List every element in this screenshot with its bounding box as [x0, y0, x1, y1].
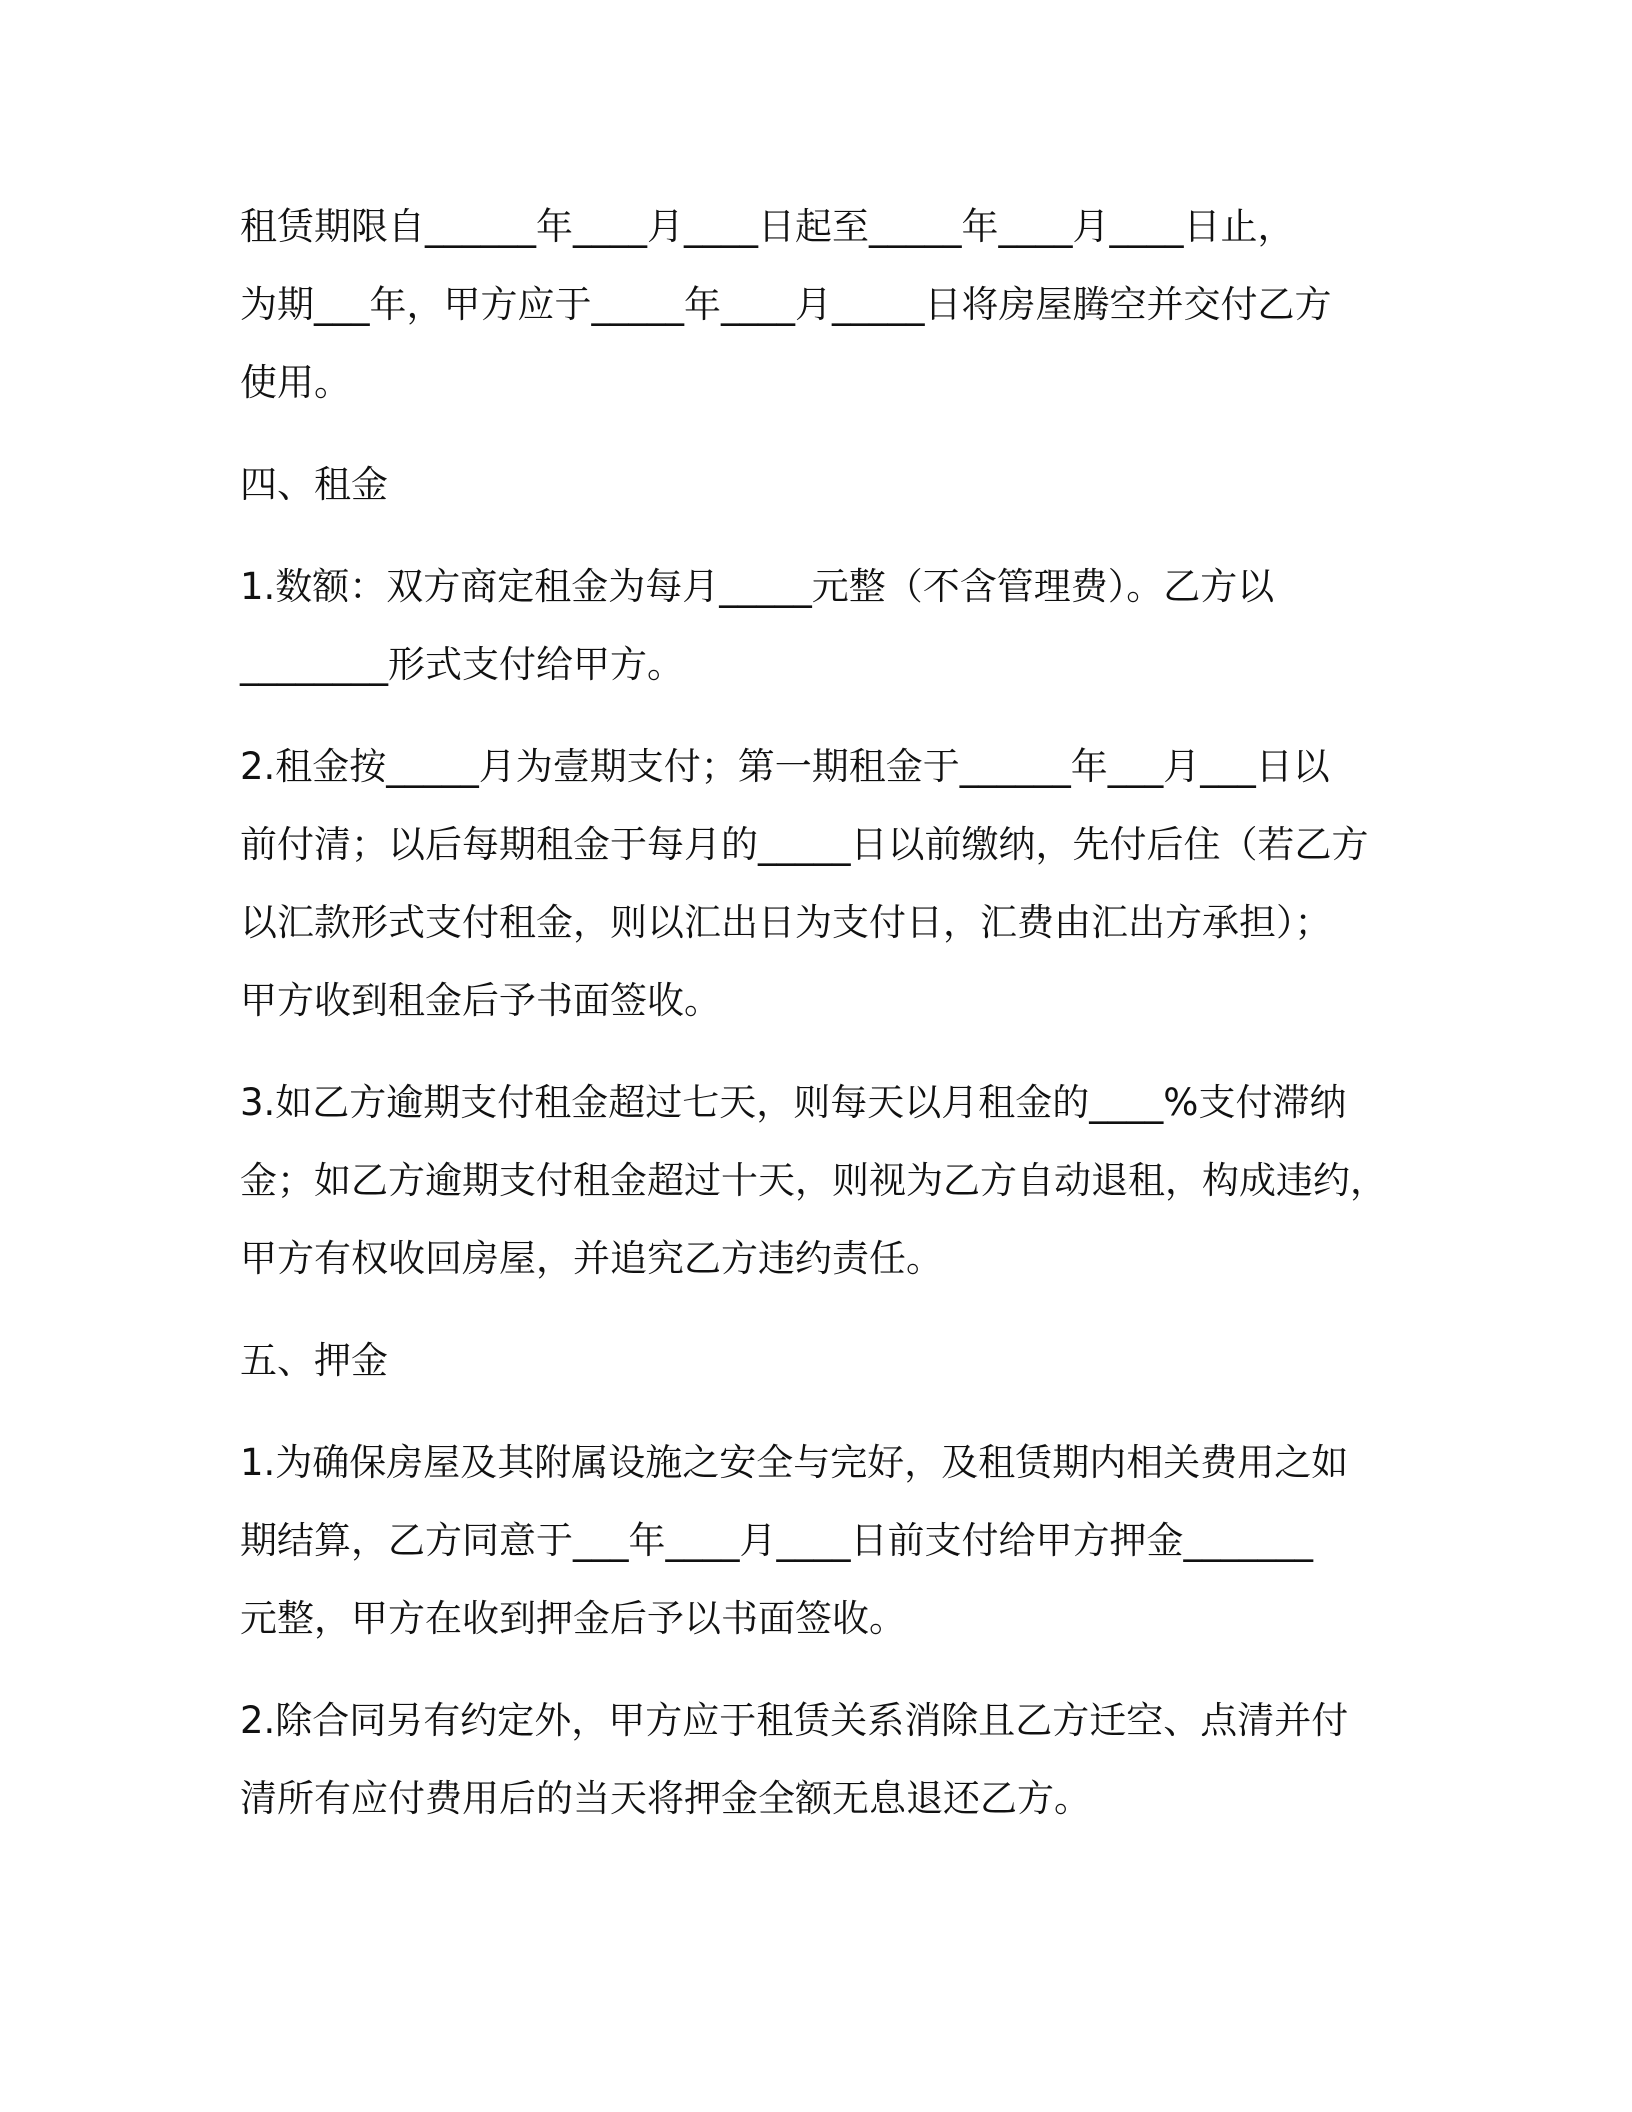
- text-line: 租赁期限自______年____月____日起至_____年____月____日止，: [240, 205, 1295, 248]
- deposit-refund-paragraph: [240, 1682, 1400, 1838]
- text-line: 期结算，乙方同意于___年____月____日前支付给甲方押金_______: [240, 1519, 1313, 1562]
- text-line: 3.如乙方逾期支付租金超过七天，则每天以月租金的____%支付滞纳: [240, 1081, 1347, 1124]
- rent-amount-paragraph: [240, 548, 1400, 704]
- text-line: 1.数额：双方商定租金为每月_____元整（不含管理费）。乙方以: [240, 565, 1275, 608]
- text-line: 元整，甲方在收到押金后予以书面签收。: [240, 1597, 906, 1640]
- text-line: 以汇款形式支付租金，则以汇出日为支付日，汇费由汇出方承担）；: [240, 901, 1332, 944]
- deposit-payment-paragraph: [240, 1424, 1400, 1658]
- section-deposit-heading: 五、押金: [240, 1339, 388, 1382]
- text-line: 甲方收到租金后予书面签收。: [240, 979, 721, 1022]
- document-body: [240, 188, 1400, 1862]
- lease-term-paragraph: [240, 188, 1400, 422]
- text-line: 使用。: [240, 361, 351, 404]
- text-line: ________形式支付给甲方。: [240, 643, 684, 686]
- rent-payment-paragraph: [240, 728, 1400, 1040]
- text-line: 1.为确保房屋及其附属设施之安全与完好，及租赁期内相关费用之如: [240, 1441, 1349, 1484]
- section-rent-heading: 四、租金: [240, 463, 388, 506]
- text-line: 为期___年，甲方应于_____年____月_____日将房屋腾空并交付乙方: [240, 283, 1332, 326]
- text-line: 2.租金按_____月为壹期支付；第一期租金于______年___月___日以: [240, 745, 1330, 788]
- text-line: 清所有应付费用后的当天将押金全额无息退还乙方。: [240, 1777, 1091, 1820]
- text-line: 甲方有权收回房屋，并追究乙方违约责任。: [240, 1237, 943, 1280]
- late-payment-paragraph: [240, 1064, 1400, 1298]
- text-line: 2.除合同另有约定外，甲方应于租赁关系消除且乙方迁空、点清并付: [240, 1699, 1349, 1742]
- text-line: 金；如乙方逾期支付租金超过十天，则视为乙方自动退租，构成违约，: [240, 1159, 1387, 1202]
- text-line: 前付清；以后每期租金于每月的_____日以前缴纳，先付后住（若乙方: [240, 823, 1369, 866]
